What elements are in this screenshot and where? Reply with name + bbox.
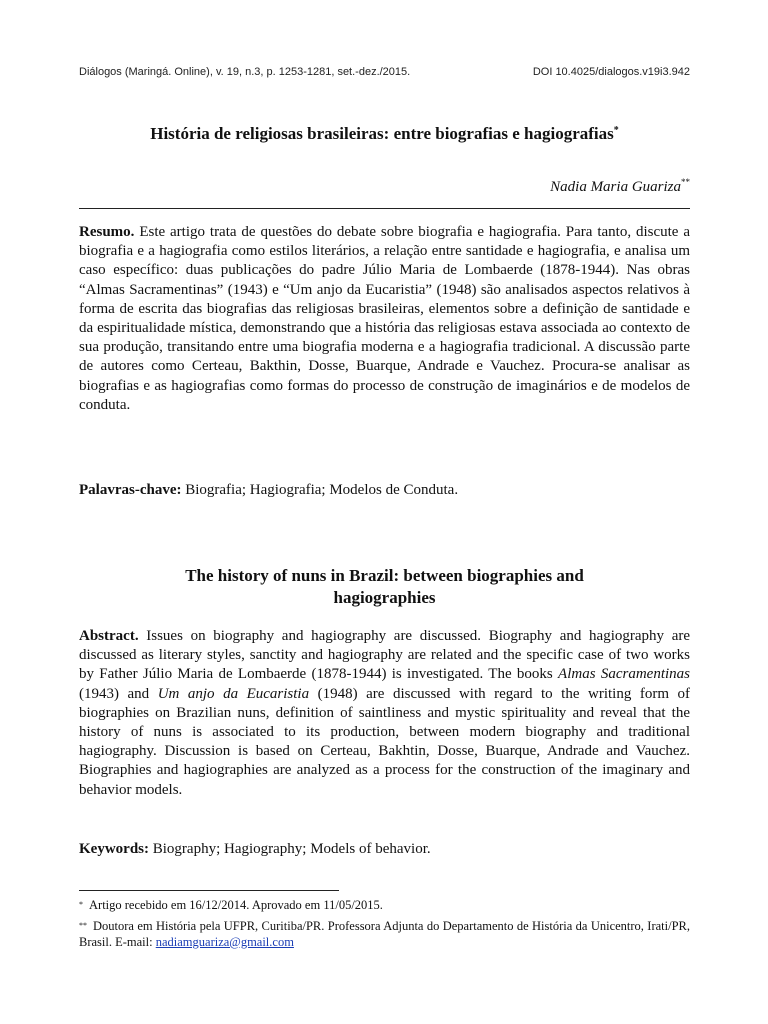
article-title-pt (79, 123, 690, 145)
resumo-label: Resumo. (79, 224, 135, 240)
author-line (79, 179, 690, 196)
footnote-divider (79, 890, 339, 891)
footnote-1-mark: * (79, 900, 83, 909)
author-name: Nadia Maria Guariza (550, 179, 681, 195)
keywords-en-text: Biography; Hagiography; Models of behavior. (152, 841, 431, 857)
title-footnote-mark: * (613, 125, 619, 136)
author-email-link[interactable]: nadiamguariza@gmail.com (155, 934, 294, 949)
article-title-en-line1: The history of nuns in Brazil: between biographies and (185, 566, 584, 585)
keywords-pt-label: Palavras-chave: (79, 482, 182, 498)
footnote-2 (79, 919, 690, 950)
doi: DOI 10.4025/dialogos.v19i3.942 (532, 66, 690, 78)
resumo-paragraph (79, 223, 690, 415)
article-title-pt-text: História de religiosas brasileiras: entre biografias e hagiografias (150, 124, 614, 143)
abstract-book-1: Almas Sacramentinas (558, 666, 690, 683)
keywords-en-label: Keywords: (79, 841, 149, 857)
journal-citation: Diálogos (Maringá. Online), v. 19, n.3, p. 1253-1281, set.-dez./2015. (79, 66, 411, 78)
footnote-1-text: Artigo recebido em 16/12/2014. Aprovado em 11/05/2015. (89, 898, 383, 912)
author-footnote-mark: ** (681, 177, 690, 187)
footnote-2-mark: ** (79, 921, 87, 930)
header-divider (79, 208, 690, 209)
abstract-book-2: Um anjo da Eucaristia (157, 685, 310, 702)
abstract-paragraph (79, 627, 690, 800)
article-title-en-line2: hagiographies (333, 588, 436, 607)
resumo-text: Este artigo trata de questões do debate sobre biografia e hagiografia. Para tanto, discute a biografia e a hagiografia como estilos literários, a relação entre santidade e hagiografia, e analisa um caso específico: duas publicações do padre Júlio Maria de Lombaerde (1878-1944). Nas obras “Almas Sacramentinas” (1943) e “Um anjo da Eucaristia” (1948) são analisados aspectos relativos à forma de escrita das biografias das religiosas brasileiras, elementos sobre a definição de santidade e da espiritualidade mística, demonstrando que a história das religiosas estava associada ao contexto de sua produção, transitando entre uma biografia moderna e a hagiografia tradicional. A discussão parte de autores como Certeau, Bakthin, Dosse, Buarque, Andrade e Vauchez. Procura-se analisar as biografias e as hagiografias como formas do processo de construção de imaginários e de modelos de conduta. (79, 224, 691, 413)
keywords-en (79, 840, 690, 859)
article-title-en (79, 565, 690, 609)
abstract-text-2: (1943) and (79, 685, 150, 702)
keywords-pt (79, 481, 690, 500)
footnote-1 (79, 898, 690, 914)
keywords-pt-text: Biografia; Hagiografia; Modelos de Conduta. (185, 482, 459, 498)
abstract-text-1: Issues on biography and hagiography are discussed. Biography and hagiography are discussed as literary styles, sanctity and hagiography are related and the specific case of two works by Father Júlio Maria de Lombaerde (1878-1944) is investigated. The books (79, 628, 691, 683)
footnote-2-text: Doutora em História pela UFPR, Curitiba/PR. Professora Adjunta do Departamento de História da Unicentro, Irati/PR, Brasil. E-mail: (79, 919, 690, 949)
abstract-label: Abstract. (79, 628, 139, 644)
abstract-text-3: (1948) are discussed with regard to the writing form of biographies on Brazilian nuns, definition of saintliness and mystic spirituality and reveal that the history of nuns is associated to its production, between modern biography and traditional hagiography. Discussion is based on Certeau, Bakhtin, Dosse, Buarque, Andrade and Vauchez. Biographies and hagiographies are analyzed as a process for the construction of the imaginary and behavior models. (79, 685, 691, 798)
running-header (79, 66, 690, 78)
